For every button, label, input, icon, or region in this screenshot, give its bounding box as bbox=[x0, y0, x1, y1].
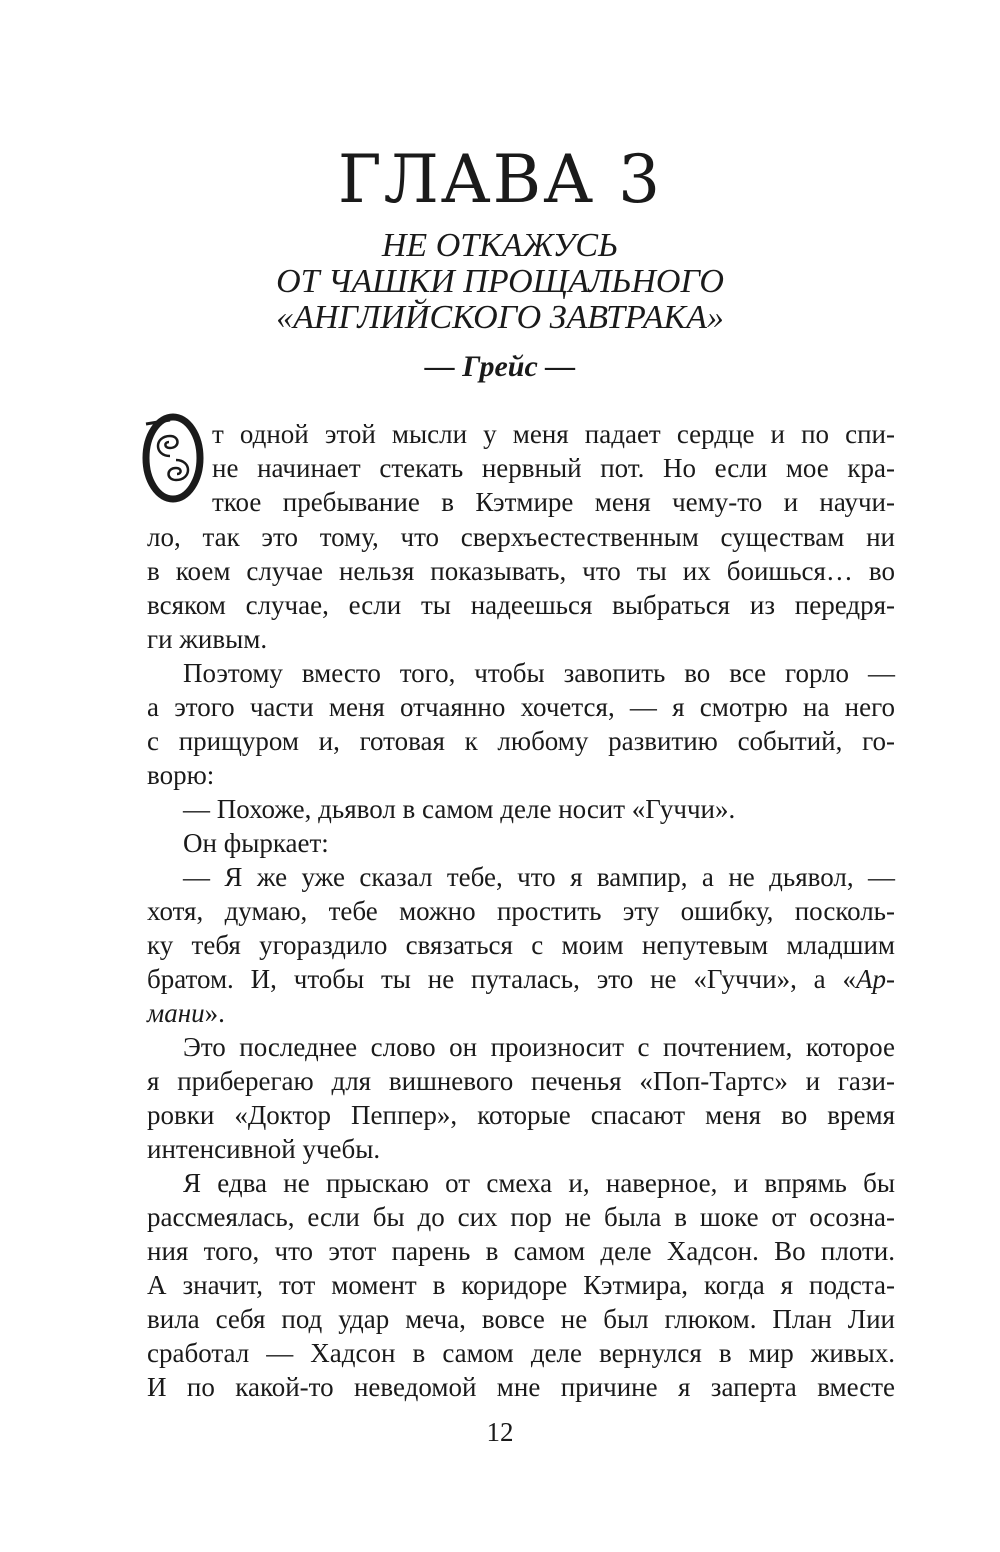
text-line: ги живым. bbox=[147, 624, 268, 654]
page-number: 12 bbox=[486, 1417, 514, 1447]
text-line: рассмеялась, если бы до сих пор не была в шоке от осозна- bbox=[147, 1202, 895, 1232]
text-line: И по какой-то неведомой мне причине я заперта вместе bbox=[147, 1372, 895, 1402]
chapter-title: ГЛАВА 3 bbox=[337, 141, 663, 218]
chapter-subtitle-line-2: ОТ ЧАШКИ ПРОЩАЛЬНОГО bbox=[276, 263, 724, 300]
text-line: ткое пребывание в Кэтмире меня чему-то и научи- bbox=[212, 487, 895, 517]
text-line: Я едва не прыскаю от смеха и, наверное, и впрямь бы bbox=[183, 1168, 895, 1198]
text-line: вила себя под удар меча, вовсе не был глюком. План Лии bbox=[147, 1304, 895, 1334]
text-line: ло, так это тому, что сверхъестественным существам ни bbox=[147, 522, 895, 552]
text-line: сработал — Хадсон в самом деле вернулся в мир живых. bbox=[147, 1338, 895, 1368]
text-line: Поэтому вместо того, чтобы завопить во все горло — bbox=[183, 658, 895, 688]
text-line: — Я же уже сказал тебе, что я вампир, а не дьявол, — bbox=[183, 862, 895, 892]
text-line: т одной этой мысли у меня падает сердце и по спи- bbox=[212, 419, 895, 449]
text-line: не начинает стекать нервный пот. Но если мое кра- bbox=[212, 453, 895, 483]
narrator-heading: — Грейс — bbox=[424, 350, 576, 383]
text-line: с прищуром и, готовая к любому развитию событий, го- bbox=[147, 726, 895, 756]
chapter-subtitle-line-1: НЕ ОТКАЖУСЬ bbox=[381, 227, 619, 264]
text-line: интенсивной учебы. bbox=[147, 1134, 381, 1164]
text-line: Он фыркает: bbox=[183, 828, 329, 858]
text-line: хотя, думаю, тебе можно простить эту ошибку, посколь- bbox=[147, 896, 895, 926]
text-line: братом. И, чтобы ты не путалась, это не «Гуччи», а «Ар- bbox=[147, 964, 895, 994]
drop-cap-ornament bbox=[140, 412, 206, 504]
text-line: всяком случае, если ты надеешься выбраться из передря- bbox=[147, 590, 895, 620]
text-line: а этого части меня отчаянно хочется, — я смотрю на него bbox=[147, 692, 895, 722]
text-line: — Похоже, дьявол в самом деле носит «Гуччи». bbox=[183, 794, 736, 824]
text-line: ворю: bbox=[147, 760, 215, 790]
text-line: в коем случае нельзя показывать, что ты их боишься… во bbox=[147, 556, 895, 586]
text-line: ния того, что этот парень в самом деле Хадсон. Во плоти. bbox=[147, 1236, 895, 1266]
text-line: я приберегаю для вишневого печенья «Поп-Тартс» и гази- bbox=[147, 1066, 895, 1096]
text-line: Это последнее слово он произносит с почтением, которое bbox=[183, 1032, 895, 1062]
text-line: А значит, тот момент в коридоре Кэтмира, когда я подста- bbox=[147, 1270, 895, 1300]
text-line: ровки «Доктор Пеппер», которые спасают меня во время bbox=[147, 1100, 895, 1130]
text-line: ку тебя угораздило связаться с моим непутевым младшим bbox=[147, 930, 895, 960]
text-line: мани». bbox=[147, 998, 225, 1028]
chapter-subtitle-line-3: «АНГЛИЙСКОГО ЗАВТРАКА» bbox=[276, 299, 724, 336]
